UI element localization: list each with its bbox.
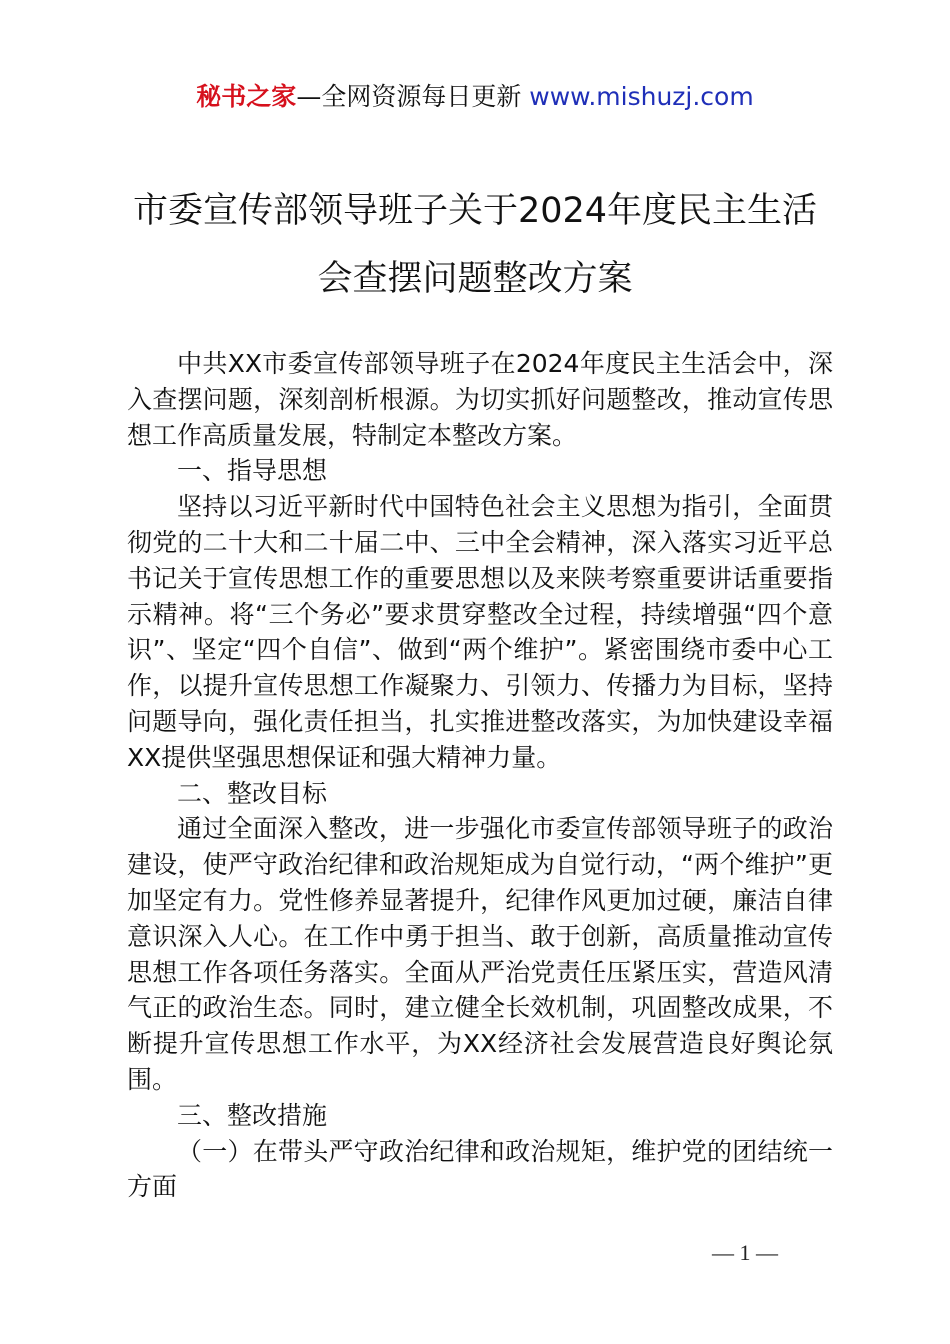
- page-number: — 1 —: [712, 1240, 778, 1265]
- site-tagline: —全网资源每日更新: [296, 82, 522, 111]
- section-heading-rectification-goals: 二、整改目标: [177, 778, 328, 808]
- document-title-line-1: 市委宣传部领导班子关于2024年度民主生活: [132, 191, 818, 231]
- section-heading-rectification-measures: 三、整改措施: [177, 1100, 328, 1130]
- document-body: [127, 346, 833, 1205]
- subsection-heading-political-discipline: （一）在带头严守政治纪律和政治规矩，维护党的团结统一方面: [127, 1136, 833, 1202]
- site-url-link[interactable]: www.mishuzj.com: [529, 82, 754, 111]
- site-brand: 秘书之家: [196, 82, 297, 111]
- intro-paragraph: 中共XX市委宣传部领导班子在2024年度民主生活会中，深入查摆问题，深刻剖析根源。为切实抓好问题整改，推动宣传思想工作高质量发展，特制定本整改方案。: [127, 349, 833, 450]
- site-header: [0, 82, 950, 112]
- rectification-goals-paragraph: 通过全面深入整改，进一步强化市委宣传部领导班子的政治建设，使严守政治纪律和政治规矩成为自觉行动，“两个维护”更加坚定有力。党性修养显著提升，纪律作风更加过硬，廉洁自律意识深入人心。在工作中勇于担当、敢于创新，高质量推动宣传思想工作各项任务落实。全面从严治党责任压紧压实，营造风清气正的政治生态。同时，建立健全长效机制，巩固整改成果，不断提升宣传思想工作水平，为XX经济社会发展营造良好舆论氛围。: [127, 814, 833, 1094]
- guiding-thought-paragraph: 坚持以习近平新时代中国特色社会主义思想为指引，全面贯彻党的二十大和二十届二中、三中全会精神，深入落实习近平总书记关于宣传思想工作的重要思想以及来陕考察重要讲话重要指示精神。将“三个务必”要求贯穿整改全过程，持续增强“四个意识”、坚定“四个自信”、做到“两个维护”。紧密围绕市委中心工作，以提升宣传思想工作凝聚力、引领力、传播力为目标，坚持问题导向，强化责任担当，扎实推进整改落实，为加快建设幸福XX提供坚强思想保证和强大精神力量。: [127, 492, 833, 772]
- section-heading-guiding-thought: 一、指导思想: [177, 456, 328, 486]
- document-title-line-2: 会查摆问题整改方案: [317, 259, 633, 299]
